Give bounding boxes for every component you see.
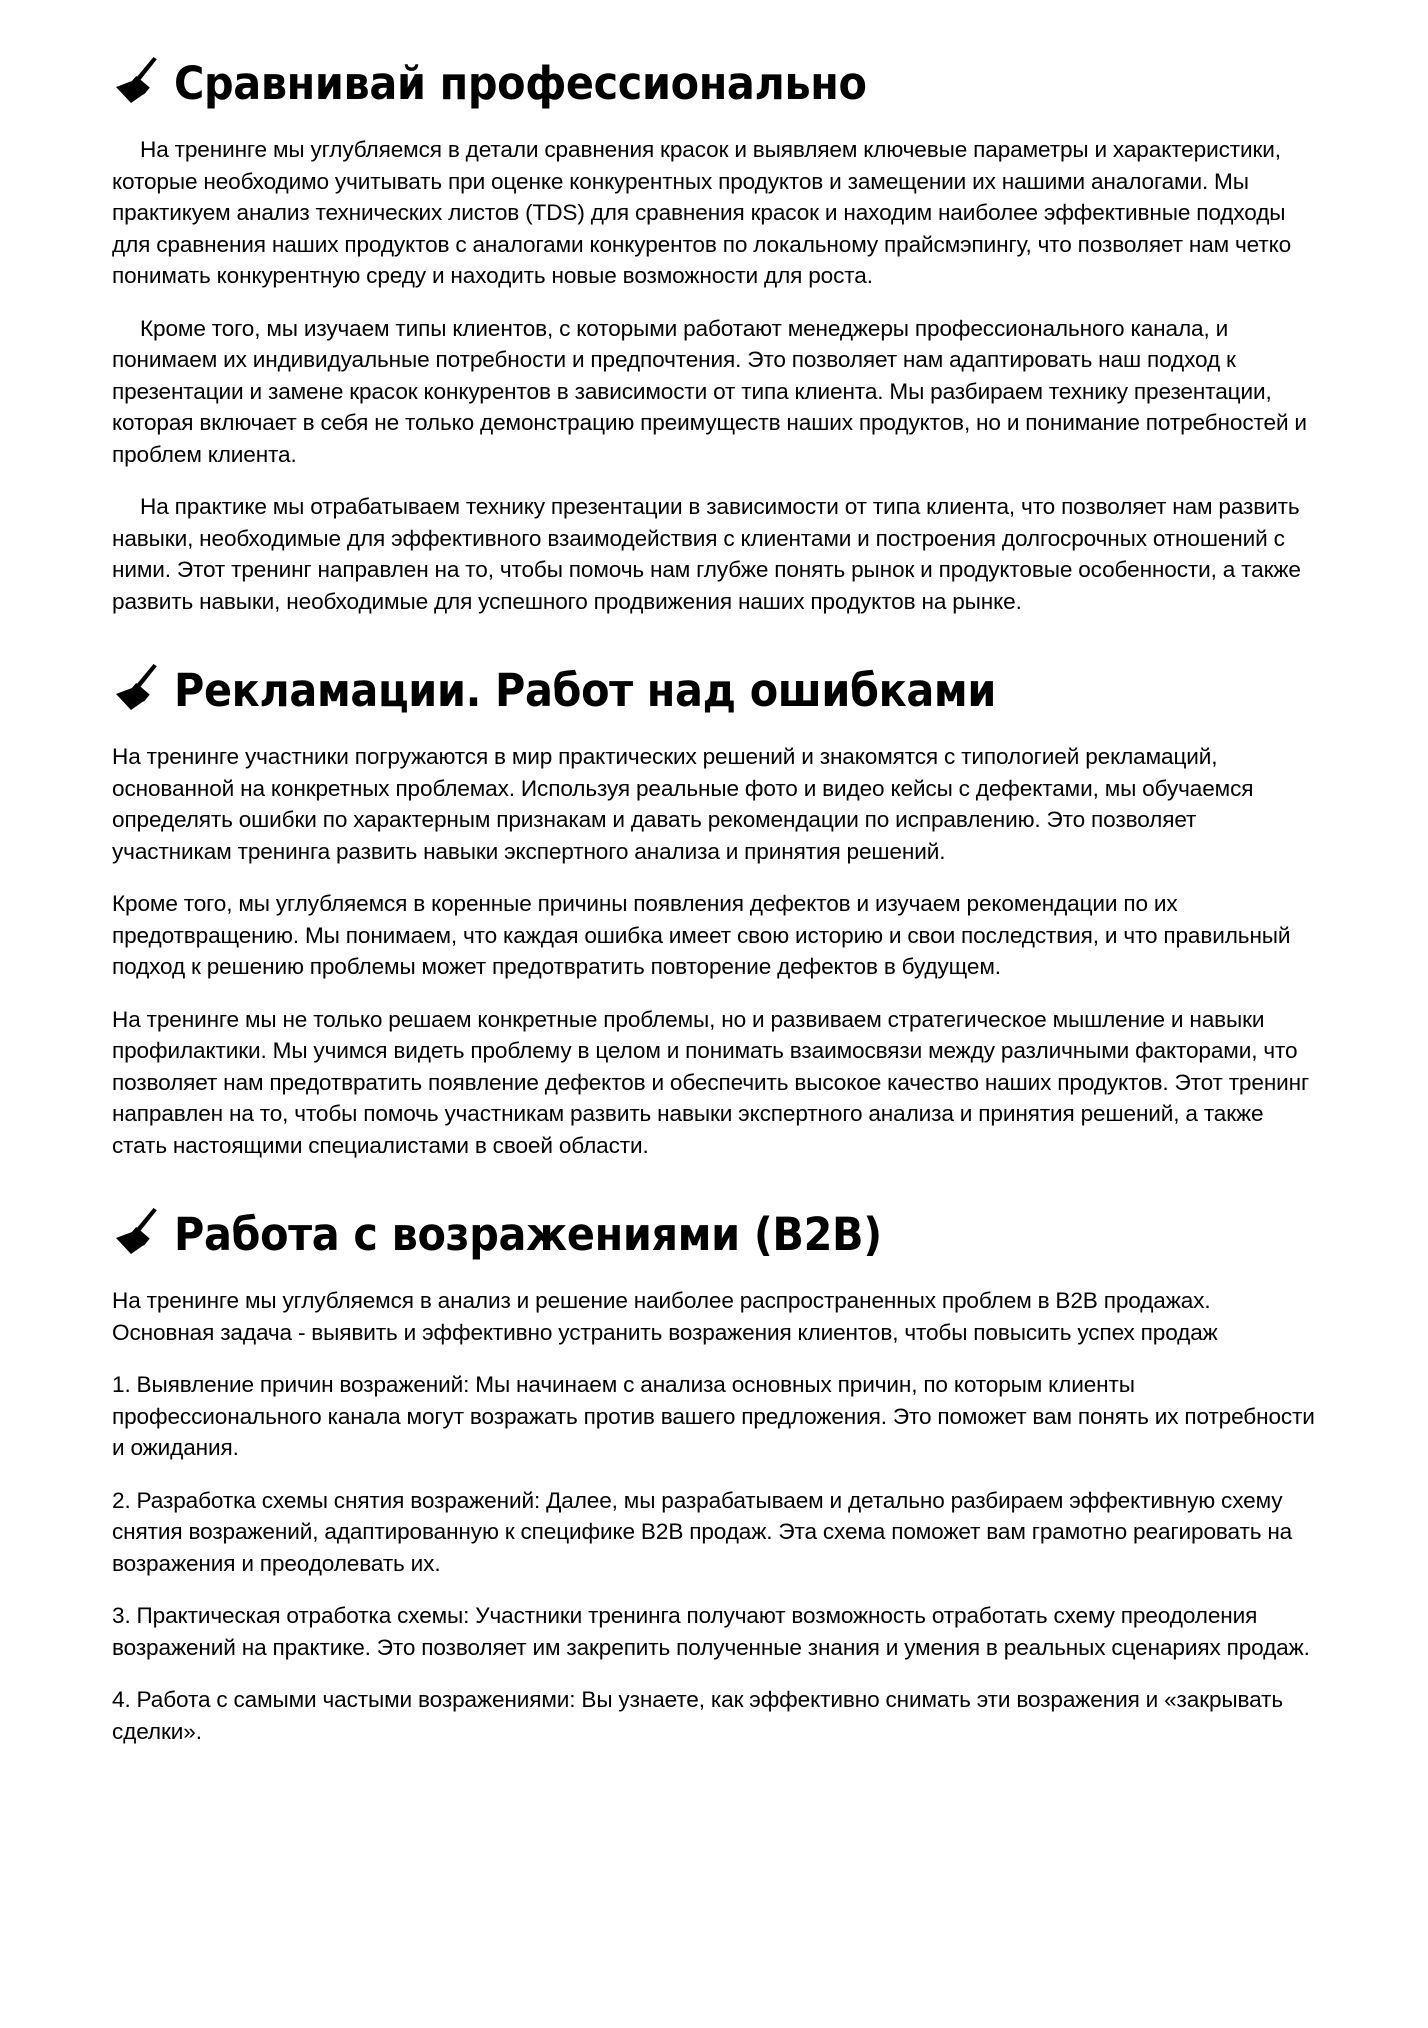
section-title: Сравнивай профессионально xyxy=(174,57,867,110)
document-content xyxy=(112,54,1316,1747)
section-title: Работа с возражениями (B2B) xyxy=(174,1208,882,1261)
paragraph: Кроме того, мы углубляемся в коренные причины появления дефектов и изучаем рекомендации по их предотвращению. Мы понимаем, что каждая ошибка имеет свою историю и свои последствия, и что правильный подход к решению проблемы может предотвратить повторение дефектов в будущем. xyxy=(112,891,1291,979)
section-heading-complaints-work-on-mistakes xyxy=(112,661,1316,715)
paintbrush-icon xyxy=(112,661,168,713)
paintbrush-icon xyxy=(112,1205,168,1257)
section-title: Рекламации. Работ над ошибками xyxy=(174,664,997,717)
paragraph: Кроме того, мы изучаем типы клиентов, с которыми работают менеджеры профессионального канала, и понимаем их индивидуальные потребности и предпочтения. Это позволяет нам адаптировать наш подход к презентации и замене красок конкурентов в зависимости от типа клиента. Мы разбираем технику презентации, которая включает в себя не только демонстрацию преимуществ наших продуктов, но и понимание потребностей и проблем клиента. xyxy=(112,315,1307,467)
paragraph: На тренинге участники погружаются в мир практических решений и знакомятся с типологией рекламаций, основанной на конкретных проблемах. Используя реальные фото и видео кейсы с дефектами, мы обучаемся определять ошибки по характерным признакам и давать рекомендации по исправлению. Это позволяет участникам тренинга развить навыки экспертного анализа и принятия решений. xyxy=(112,744,1254,864)
paragraph: На тренинге мы не только решаем конкретные проблемы, но и развиваем стратегическое мышление и навыки профилактики. Мы учимся видеть проблему в целом и понимать взаимосвязи между различными факторами, что позволяет нам предотвратить появление дефектов и обеспечить высокое качество наших продуктов. Этот тренинг направлен на то, чтобы помочь участникам развить навыки экспертного анализа и принятия решений, а также стать настоящими специалистами в своей области. xyxy=(112,1006,1310,1158)
paragraph: На тренинге мы углубляемся в детали сравнения красок и выявляем ключевые параметры и характеристики, которые необходимо учитывать при оценке конкурентных продуктов и замещении их нашими аналогами. Мы практикуем анализ технических листов (TDS) для сравнения красок и находим наиболее эффективные подходы для сравнения наших продуктов с аналогами конкурентов по локальному прайсмэпингу, что позволяет нам четко понимать конкурентную среду и находить новые возможности для роста. xyxy=(112,137,1292,288)
paintbrush-icon xyxy=(112,54,168,106)
section-heading-compare-professionally xyxy=(112,54,1316,108)
list-item: 2. Разработка схемы снятия возражений: Далее, мы разрабатываем и детально разбираем эффективную схему снятия возражений, адаптированную к специфике B2B продаж. Эта схема поможет вам грамотно реагировать на возражения и преодолевать их. xyxy=(112,1487,1293,1576)
paragraph: На тренинге мы углубляемся в анализ и решение наиболее распространенных проблем в B2B продажах. Основная задача - выявить и эффективно устранить возражения клиентов, чтобы повысить успех продаж xyxy=(112,1288,1218,1345)
list-item: 3. Практическая отработка схемы: Участники тренинга получают возможность отработать схему преодоления возражений на практике. Это позволяет им закрепить полученные знания и умения в реальных сценариях продаж. xyxy=(112,1603,1310,1660)
list-item: 1. Выявление причин возражений: Мы начинаем с анализа основных причин, по которым клиенты профессионального канала могут возражать против вашего предложения. Это поможет вам понять их потребности и ожидания. xyxy=(112,1372,1315,1460)
paragraph: На практике мы отрабатываем технику презентации в зависимости от типа клиента, что позволяет нам развить навыки, необходимые для эффективного взаимодействия с клиентами и построения долгосрочных отношений с ними. Этот тренинг направлен на то, чтобы помочь нам глубже понять рынок и продуктовые особенности, а также развить навыки, необходимые для успешного продвижения наших продуктов на рынке. xyxy=(112,494,1301,614)
section-heading-objection-handling-b2b xyxy=(112,1205,1316,1259)
list-item: 4. Работа с самыми частыми возражениями: Вы узнаете, как эффективно снимать эти возражения и «закрывать сделки». xyxy=(112,1687,1284,1744)
